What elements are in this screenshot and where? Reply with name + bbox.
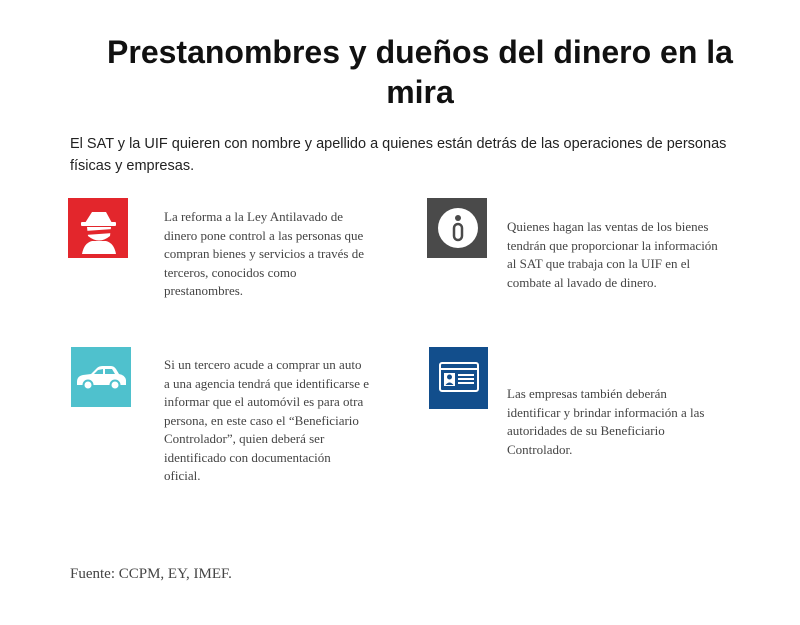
info-icon — [427, 198, 487, 258]
item-text-ventas: Quienes hagan las ventas de los bienes tendrán que proporcionar la información al SAT que trabaja con la UIF en el combate al lavado de dinero. — [507, 219, 718, 290]
masked-person-icon — [68, 198, 128, 258]
page-subtitle: El SAT y la UIF quieren con nombre y apellido a quienes están detrás de las operaciones de personas físicas y empresas. — [70, 136, 727, 174]
car-icon — [71, 347, 131, 407]
item-text-auto: Si un tercero acude a comprar un auto a una agencia tendrá que identificarse e informar que el automóvil es para otra persona, en este caso el “Beneficiario Controlador”, quien deberá ser identificado con documentación oficial. — [164, 357, 369, 483]
item-text-reforma: La reforma a la Ley Antilavado de dinero pone control a las personas que compran bienes y servicios a través de terceros, conocidos como prestanombres. — [164, 209, 364, 298]
item-text-empresas: Las empresas también deberán identificar y brindar información a las autoridades de su Beneficiario Controlador. — [507, 386, 705, 457]
page-title: Prestanombres y dueños del dinero en la mira — [107, 34, 733, 110]
source-note: Fuente: CCPM, EY, IMEF. — [70, 566, 232, 582]
id-card-icon — [429, 347, 488, 409]
